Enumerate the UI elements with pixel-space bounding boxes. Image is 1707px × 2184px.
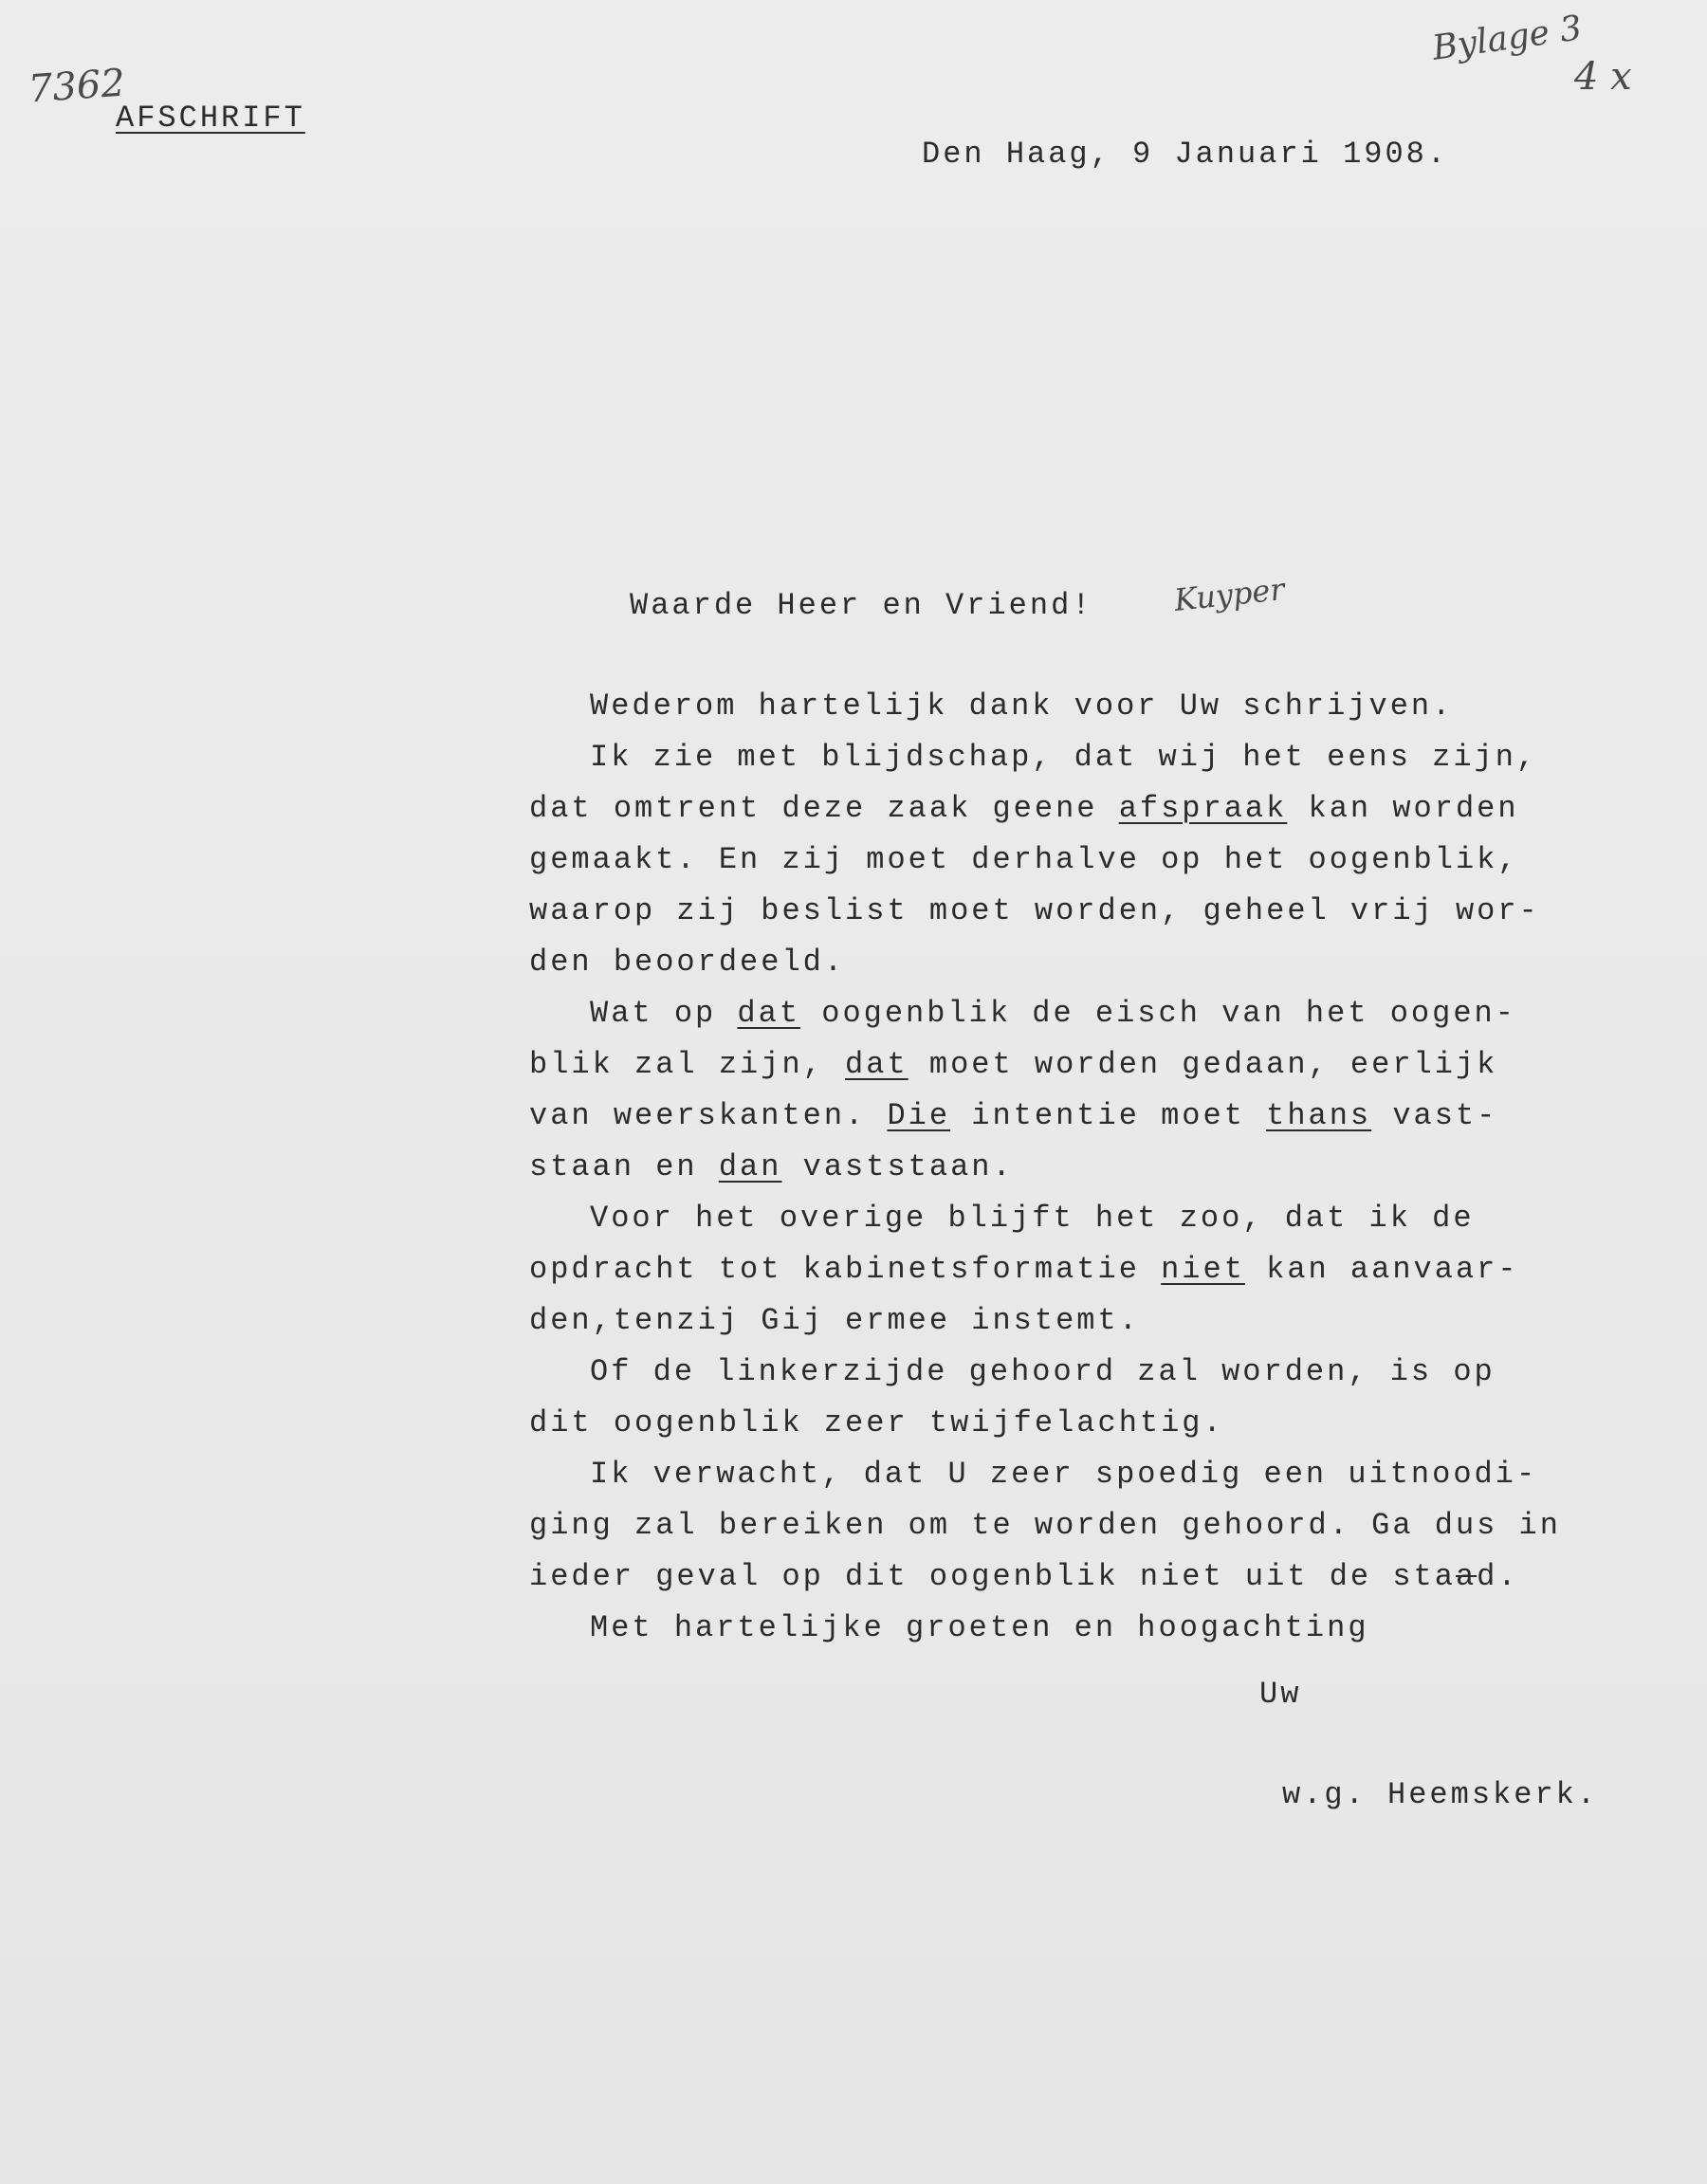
body-line: waarop zij beslist moet worden, geheel vrij wor- — [529, 893, 1540, 928]
body-line: den beoordeeld. — [529, 945, 846, 980]
body-line: Wat op dat oogenblik de eisch van het oogen- — [590, 996, 1516, 1031]
body-line: staan en dan vaststaan. — [529, 1149, 1014, 1184]
body-line: Voor het overige blijft het zoo, dat ik de — [590, 1201, 1475, 1236]
body-line: gemaakt. En zij moet derhalve op het oogenblik, — [529, 842, 1519, 877]
body-line: van weerskanten. Die intentie moet thans vast- — [529, 1098, 1498, 1133]
place-date: Den Haag, 9 Januari 1908. — [922, 137, 1449, 172]
body-line: ging zal bereiken om te worden gehoord. Ga dus in — [529, 1508, 1561, 1543]
body-line: dat omtrent deze zaak geene afspraak kan worden — [529, 791, 1519, 826]
body-line: Of de linkerzijde gehoord zal worden, is op — [590, 1354, 1496, 1389]
addressee-note-annotation: Kuyper — [1172, 571, 1287, 618]
body-line: den,tenzij Gij ermee instemt. — [529, 1303, 1140, 1338]
body-line: opdracht tot kabinetsformatie niet kan aanvaar- — [529, 1252, 1519, 1287]
archive-number-annotation: 7362 — [27, 61, 127, 112]
body-line: Met hartelijke groeten en hoogachting — [590, 1610, 1369, 1645]
body-line: Wederom hartelijk dank voor Uw schrijven. — [590, 688, 1454, 724]
body-line: ieder geval op dit oogenblik niet uit de staad. — [529, 1559, 1519, 1594]
count-note-annotation: 4 x — [1574, 55, 1632, 99]
body-line: blik zal zijn, dat moet worden gedaan, eerlijk — [529, 1047, 1498, 1082]
body-line: Ik verwacht, dat U zeer spoedig een uitnoodi- — [590, 1457, 1538, 1492]
attachment-note-annotation: Bylage 3 — [1429, 9, 1585, 68]
body-line: Ik zie met blijdschap, dat wij het eens zijn, — [590, 740, 1538, 775]
signature: w.g. Heemskerk. — [1282, 1777, 1599, 1812]
closing-yours: Uw — [1259, 1677, 1302, 1712]
body-line: dit oogenblik zeer twijfelachtig. — [529, 1405, 1224, 1441]
salutation: Waarde Heer en Vriend! — [630, 588, 1093, 623]
letter-body — [529, 681, 1610, 1654]
copy-label: AFSCHRIFT — [116, 101, 305, 136]
